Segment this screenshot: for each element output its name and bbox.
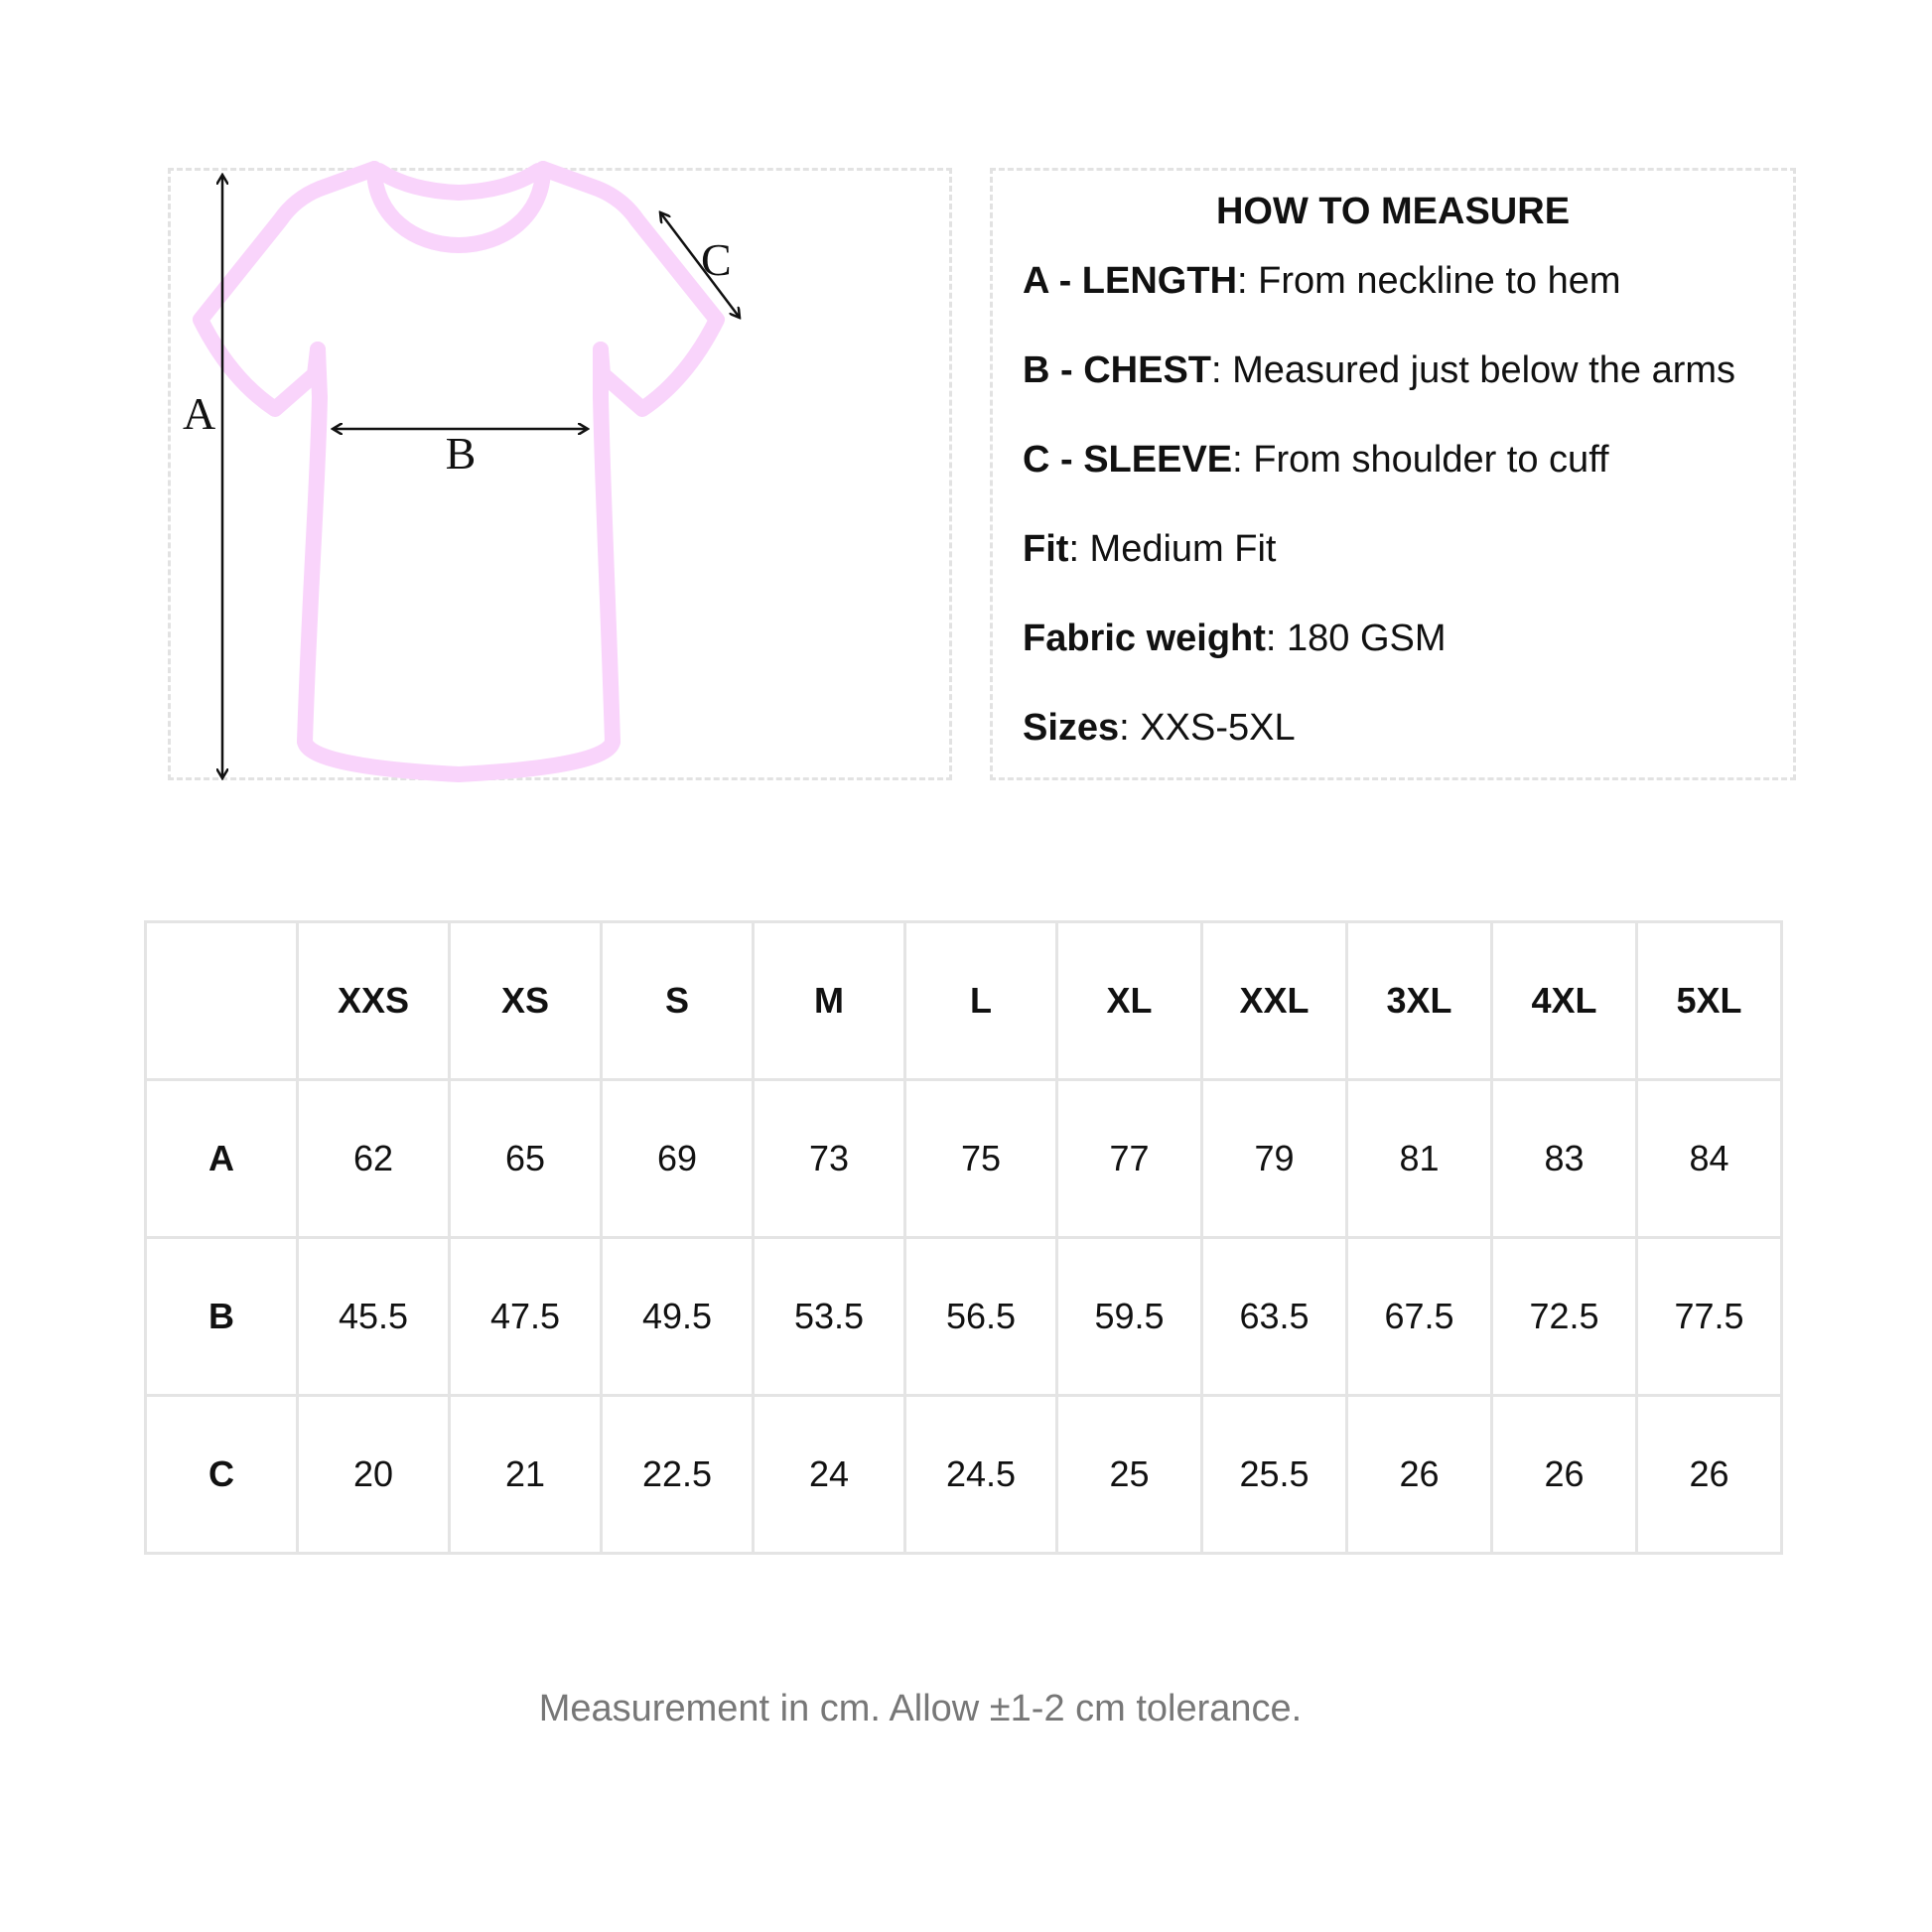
guide-line-length [1023,260,1621,303]
guide-text: : Medium Fit [1068,528,1277,570]
table-row [146,1238,1782,1396]
guide-term: Sizes [1023,707,1120,749]
table-cell: 21 [450,1396,602,1554]
size-header: L [905,922,1057,1080]
table-cell: 45.5 [298,1238,450,1396]
tshirt-diagram-panel [168,168,952,780]
row-label: C [146,1396,298,1554]
table-cell: 26 [1637,1396,1782,1554]
length-label: A [183,388,216,439]
table-cell: 22.5 [602,1396,754,1554]
table-cell: 25 [1057,1396,1202,1554]
guide-line-sizes [1023,707,1296,750]
table-cell: 65 [450,1080,602,1238]
guide-term: Fit [1023,528,1069,570]
table-row [146,1080,1782,1238]
table-cell: 20 [298,1396,450,1554]
table-cell: 63.5 [1202,1238,1347,1396]
guide-term: C - SLEEVE [1023,439,1233,481]
table-cell: 83 [1492,1080,1637,1238]
guide-term: A - LENGTH [1023,260,1238,302]
size-header: XXS [298,922,450,1080]
table-cell: 53.5 [754,1238,905,1396]
table-cell: 25.5 [1202,1396,1347,1554]
guide-text: : Measured just below the arms [1211,349,1736,391]
size-header: 5XL [1637,922,1782,1080]
size-header: XXL [1202,922,1347,1080]
chest-label: B [445,428,477,479]
size-header: XS [450,922,602,1080]
table-row [146,1396,1782,1554]
table-cell: 26 [1347,1396,1492,1554]
size-header: 3XL [1347,922,1492,1080]
tolerance-note: Measurement in cm. Allow ±1-2 cm tolerance. [538,1688,1303,1729]
guide-term: B - CHEST [1023,349,1211,391]
size-header: 4XL [1492,922,1637,1080]
table-cell: 73 [754,1080,905,1238]
tshirt-diagram [171,171,955,783]
table-cell: 81 [1347,1080,1492,1238]
guide-line-fit [1023,528,1276,571]
table-cell: 24.5 [905,1396,1057,1554]
guide-line-sleeve [1023,439,1609,482]
sleeve-label: C [701,234,732,285]
guide-text: : From shoulder to cuff [1232,439,1609,481]
size-header: S [602,922,754,1080]
corner-cell [146,922,298,1080]
table-cell: 56.5 [905,1238,1057,1396]
table-cell: 47.5 [450,1238,602,1396]
row-label: B [146,1238,298,1396]
guide-line-chest [1023,349,1735,392]
table-cell: 67.5 [1347,1238,1492,1396]
guide-text: : 180 GSM [1265,618,1447,659]
table-cell: 72.5 [1492,1238,1637,1396]
table-cell: 79 [1202,1080,1347,1238]
guide-term: Fabric weight [1023,618,1266,659]
table-cell: 77.5 [1637,1238,1782,1396]
table-cell: 84 [1637,1080,1782,1238]
table-cell: 26 [1492,1396,1637,1554]
table-cell: 49.5 [602,1238,754,1396]
table-cell: 24 [754,1396,905,1554]
table-cell: 77 [1057,1080,1202,1238]
table-cell: 59.5 [1057,1238,1202,1396]
size-header: XL [1057,922,1202,1080]
table-cell: 69 [602,1080,754,1238]
table-header-row [146,922,1782,1080]
size-chart-table [144,920,1783,1555]
table-cell: 62 [298,1080,450,1238]
table-cell: 75 [905,1080,1057,1238]
guide-line-fabric-weight [1023,618,1447,660]
guide-title: HOW TO MEASURE [1215,191,1571,232]
row-label: A [146,1080,298,1238]
guide-text: : From neckline to hem [1237,260,1621,302]
size-header: M [754,922,905,1080]
guide-text: : XXS-5XL [1119,707,1296,749]
how-to-measure-panel [990,168,1796,780]
